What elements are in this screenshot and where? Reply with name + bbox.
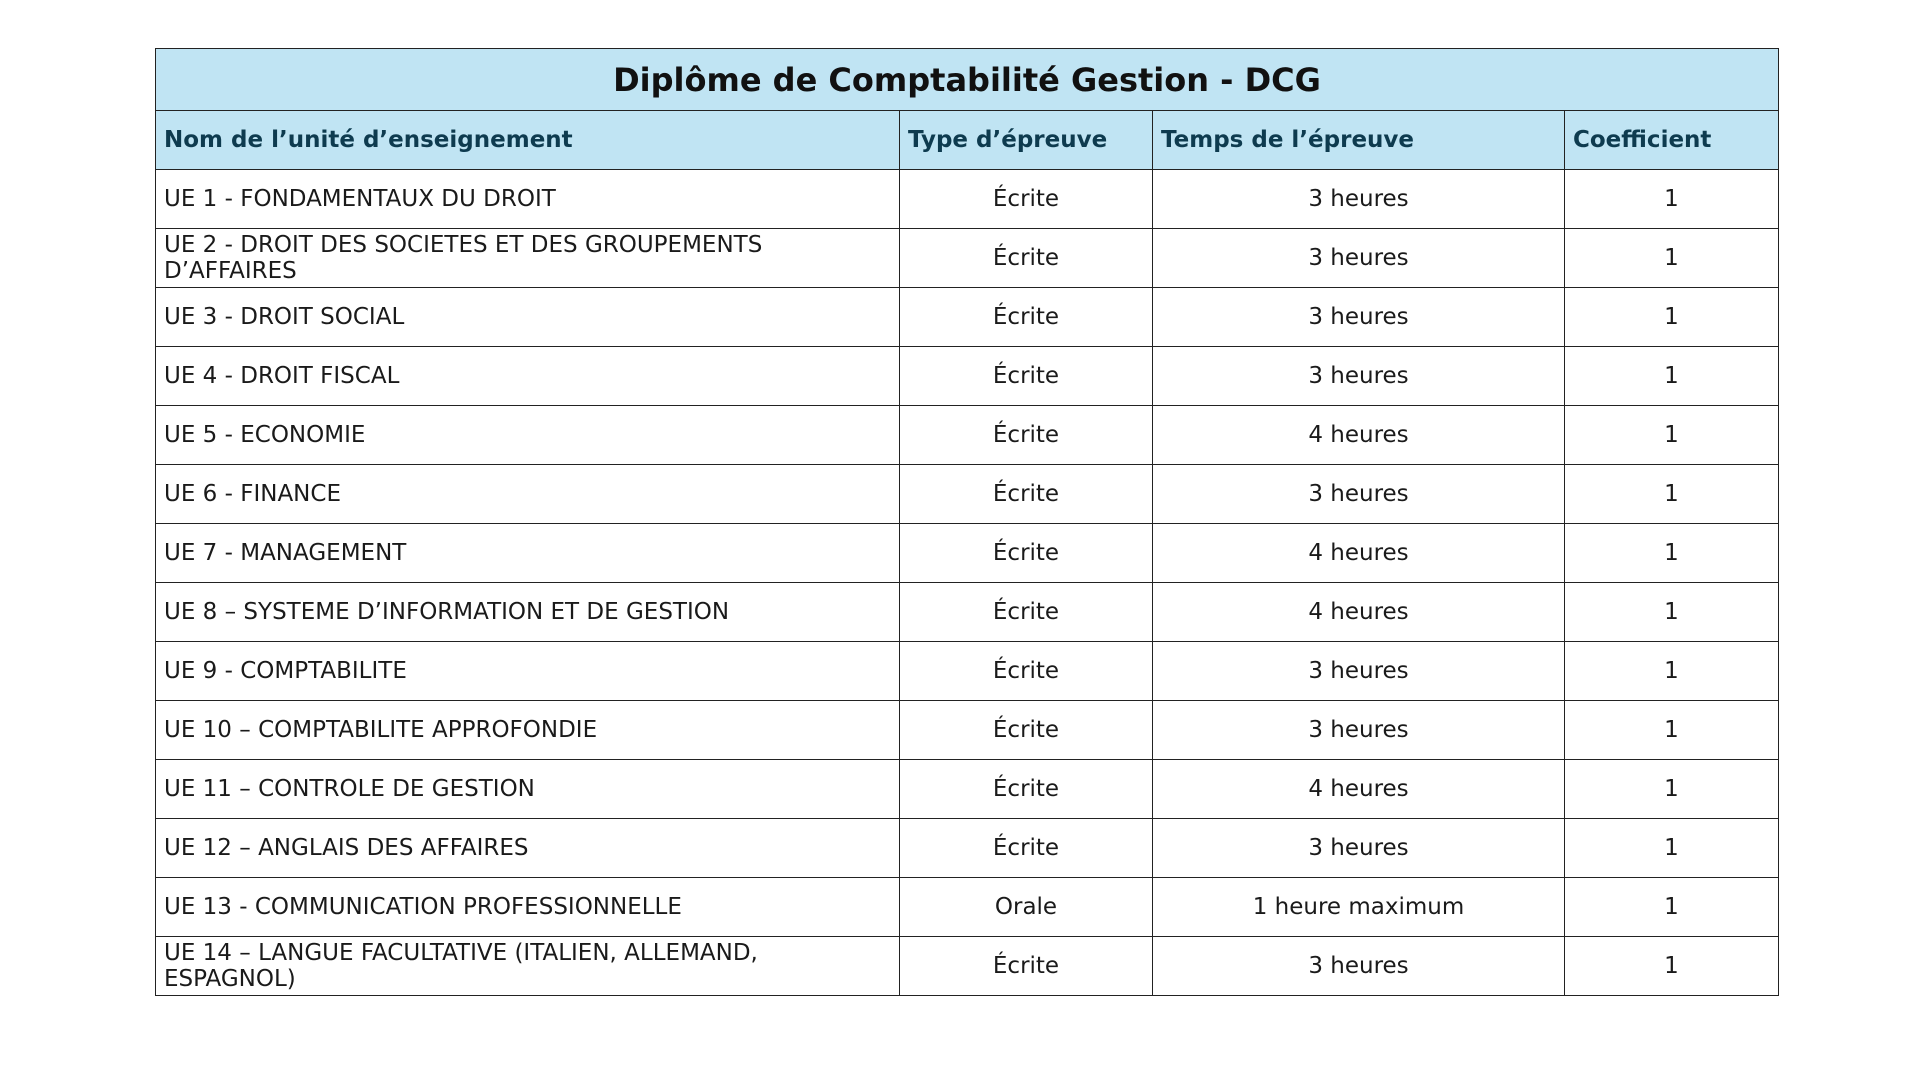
coefficient-cell: 1 bbox=[1565, 701, 1779, 760]
exam-duration-cell: 3 heures bbox=[1153, 642, 1565, 701]
unit-name-cell: UE 7 - MANAGEMENT bbox=[156, 524, 900, 583]
unit-name-cell: UE 9 - COMPTABILITE bbox=[156, 642, 900, 701]
exam-type-cell: Écrite bbox=[900, 583, 1153, 642]
table-row bbox=[156, 701, 1779, 760]
exam-type-cell: Écrite bbox=[900, 229, 1153, 288]
coefficient-cell: 1 bbox=[1565, 819, 1779, 878]
exam-duration-cell: 3 heures bbox=[1153, 937, 1565, 996]
exam-type-cell: Écrite bbox=[900, 760, 1153, 819]
table-row bbox=[156, 288, 1779, 347]
unit-name-cell: UE 11 – CONTROLE DE GESTION bbox=[156, 760, 900, 819]
exam-type-cell: Écrite bbox=[900, 406, 1153, 465]
exam-duration-cell: 4 heures bbox=[1153, 524, 1565, 583]
exam-duration-cell: 3 heures bbox=[1153, 347, 1565, 406]
unit-name-cell: UE 8 – SYSTEME D’INFORMATION ET DE GESTION bbox=[156, 583, 900, 642]
unit-name-cell: UE 4 - DROIT FISCAL bbox=[156, 347, 900, 406]
exam-duration-cell: 3 heures bbox=[1153, 288, 1565, 347]
unit-name-cell: UE 14 – LANGUE FACULTATIVE (ITALIEN, ALLEMAND, ESPAGNOL) bbox=[156, 937, 900, 996]
column-header-type: Type d’épreuve bbox=[900, 111, 1153, 170]
exam-type-cell: Écrite bbox=[900, 347, 1153, 406]
table-row bbox=[156, 878, 1779, 937]
coefficient-cell: 1 bbox=[1565, 170, 1779, 229]
exam-type-cell: Écrite bbox=[900, 465, 1153, 524]
table-row bbox=[156, 524, 1779, 583]
unit-name-cell: UE 3 - DROIT SOCIAL bbox=[156, 288, 900, 347]
unit-name-cell: UE 13 - COMMUNICATION PROFESSIONNELLE bbox=[156, 878, 900, 937]
exam-duration-cell: 3 heures bbox=[1153, 465, 1565, 524]
exam-type-cell: Écrite bbox=[900, 642, 1153, 701]
exam-type-cell: Écrite bbox=[900, 170, 1153, 229]
coefficient-cell: 1 bbox=[1565, 229, 1779, 288]
coefficient-cell: 1 bbox=[1565, 406, 1779, 465]
table-row bbox=[156, 170, 1779, 229]
exam-duration-cell: 4 heures bbox=[1153, 583, 1565, 642]
unit-name-cell: UE 5 - ECONOMIE bbox=[156, 406, 900, 465]
table-row bbox=[156, 937, 1779, 996]
exam-type-cell: Écrite bbox=[900, 701, 1153, 760]
coefficient-cell: 1 bbox=[1565, 288, 1779, 347]
table-row bbox=[156, 642, 1779, 701]
coefficient-cell: 1 bbox=[1565, 347, 1779, 406]
unit-name-cell: UE 2 - DROIT DES SOCIETES ET DES GROUPEMENTS D’AFFAIRES bbox=[156, 229, 900, 288]
exam-type-cell: Écrite bbox=[900, 288, 1153, 347]
table-row bbox=[156, 819, 1779, 878]
exam-duration-cell: 3 heures bbox=[1153, 819, 1565, 878]
exam-type-cell: Écrite bbox=[900, 524, 1153, 583]
exam-duration-cell: 3 heures bbox=[1153, 701, 1565, 760]
coefficient-cell: 1 bbox=[1565, 642, 1779, 701]
coefficient-cell: 1 bbox=[1565, 878, 1779, 937]
table-row bbox=[156, 229, 1779, 288]
exam-type-cell: Écrite bbox=[900, 937, 1153, 996]
exam-type-cell: Orale bbox=[900, 878, 1153, 937]
exam-duration-cell: 1 heure maximum bbox=[1153, 878, 1565, 937]
exam-duration-cell: 4 heures bbox=[1153, 760, 1565, 819]
coefficient-cell: 1 bbox=[1565, 465, 1779, 524]
title-row bbox=[156, 49, 1779, 111]
coefficient-cell: 1 bbox=[1565, 760, 1779, 819]
coefficient-cell: 1 bbox=[1565, 583, 1779, 642]
exam-type-cell: Écrite bbox=[900, 819, 1153, 878]
table-title: Diplôme de Comptabilité Gestion - DCG bbox=[156, 49, 1779, 111]
column-header-duration: Temps de l’épreuve bbox=[1153, 111, 1565, 170]
column-header-name: Nom de l’unité d’enseignement bbox=[156, 111, 900, 170]
column-header-coefficient: Coefficient bbox=[1565, 111, 1779, 170]
exam-duration-cell: 3 heures bbox=[1153, 170, 1565, 229]
table-row bbox=[156, 347, 1779, 406]
dcg-table bbox=[155, 48, 1779, 996]
unit-name-cell: UE 12 – ANGLAIS DES AFFAIRES bbox=[156, 819, 900, 878]
exam-duration-cell: 4 heures bbox=[1153, 406, 1565, 465]
table-row bbox=[156, 465, 1779, 524]
table-row bbox=[156, 760, 1779, 819]
coefficient-cell: 1 bbox=[1565, 524, 1779, 583]
header-row bbox=[156, 111, 1779, 170]
coefficient-cell: 1 bbox=[1565, 937, 1779, 996]
table-row bbox=[156, 583, 1779, 642]
unit-name-cell: UE 10 – COMPTABILITE APPROFONDIE bbox=[156, 701, 900, 760]
unit-name-cell: UE 6 - FINANCE bbox=[156, 465, 900, 524]
table-row bbox=[156, 406, 1779, 465]
exam-duration-cell: 3 heures bbox=[1153, 229, 1565, 288]
unit-name-cell: UE 1 - FONDAMENTAUX DU DROIT bbox=[156, 170, 900, 229]
